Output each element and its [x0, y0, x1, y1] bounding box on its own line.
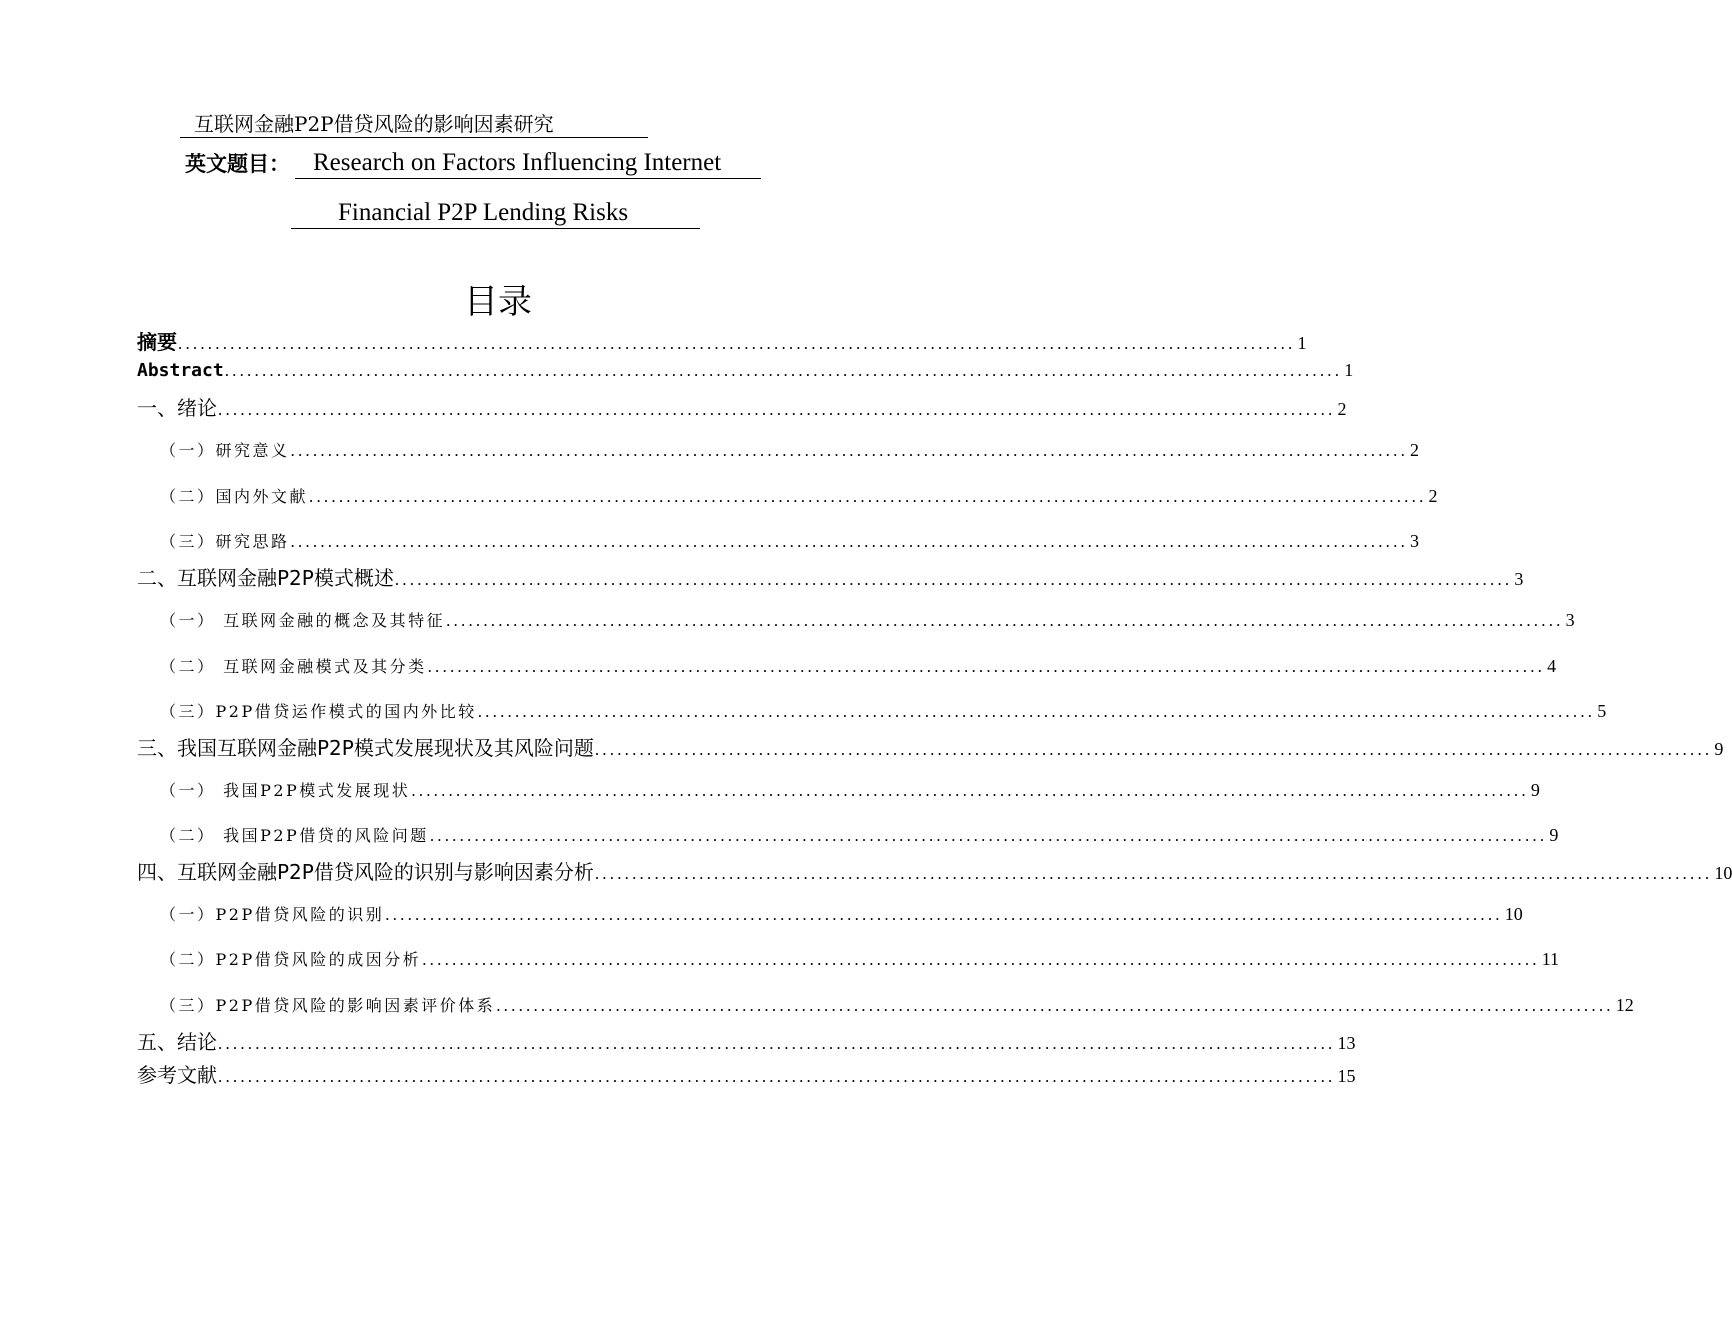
toc-entry-label: （二）P2P借贷风险的成因分析 [160, 950, 422, 969]
toc-entry-label: 四、互联网金融P2P借贷风险的识别与影响因素分析 [137, 860, 594, 884]
toc-entry-label: （二）国内外文献 [160, 487, 309, 506]
toc-entry-page: 1 [1344, 360, 1354, 380]
chinese-title: 互联网金融P2P借贷风险的影响因素研究 [180, 111, 648, 138]
toc-entry-page: 2 [1337, 399, 1347, 419]
toc-entry-label: 参考文献 [137, 1063, 217, 1087]
toc-entry-page: 1 [1297, 333, 1307, 353]
toc-entry-page: 10 [1504, 904, 1523, 924]
toc-entry-label: （三）P2P借贷风险的影响因素评价体系 [160, 996, 496, 1015]
dot-leader: ...................................................................................................................................................... [427, 657, 1546, 676]
dot-leader: ...................................................................................................................................................... [594, 864, 1713, 883]
english-title-label: 英文题目： [185, 151, 290, 176]
toc-entry-label: 摘要 [137, 330, 177, 354]
toc-entry-label: （三）P2P借贷运作模式的国内外比较 [160, 702, 477, 721]
toc-entry-page: 3 [1410, 531, 1420, 551]
english-title-line-2: Financial P2P Lending Risks [291, 198, 700, 229]
toc-entry-section-4-1[interactable] [160, 902, 1523, 925]
toc-entry-section-2-1[interactable] [160, 608, 1575, 631]
dot-leader: ...................................................................................................................................................... [411, 781, 1529, 800]
dot-leader: ...................................................................................................................................................... [394, 570, 1513, 589]
toc-entry-label: 二、互联网金融P2P模式概述 [137, 566, 394, 590]
toc-entry-label: （二） 我国P2P借贷的风险问题 [160, 826, 429, 845]
toc-entry-page: 10 [1714, 863, 1732, 883]
dot-leader: ...................................................................................................................................................... [446, 611, 1564, 630]
dot-leader: ...................................................................................................................................................... [218, 1034, 1336, 1053]
toc-entry-section-2-3[interactable] [160, 699, 1607, 722]
dot-leader: ...................................................................................................................................................... [290, 441, 1409, 460]
toc-entry-chapter-5[interactable] [137, 1026, 1356, 1055]
toc-entry-page: 5 [1597, 701, 1607, 721]
dot-leader: ...................................................................................................................................................... [429, 826, 1548, 845]
toc-entry-section-4-3[interactable] [160, 993, 1634, 1016]
dot-leader: ...................................................................................................................................................... [178, 334, 1296, 353]
toc-entry-chapter-1[interactable] [137, 392, 1347, 421]
toc-entry-label: 一、绪论 [137, 396, 217, 420]
dot-leader: ...................................................................................................................................................... [218, 400, 1336, 419]
toc-entry-page: 3 [1514, 569, 1524, 589]
toc-entry-chapter-2[interactable] [137, 562, 1524, 591]
toc-entry-abstract-cn[interactable] [137, 326, 1307, 355]
toc-heading: 目录 [464, 282, 532, 322]
toc-entry-page: 13 [1337, 1033, 1356, 1053]
toc-entry-label: （一）P2P借贷风险的识别 [160, 905, 385, 924]
toc-entry-label: （二） 互联网金融模式及其分类 [160, 657, 427, 676]
toc-entry-section-2-2[interactable] [160, 654, 1557, 677]
toc-entry-section-1-1[interactable] [160, 438, 1420, 461]
toc-entry-page: 9 [1714, 739, 1724, 759]
dot-leader: ...................................................................................................................................................... [218, 1067, 1336, 1086]
toc-entry-page: 12 [1615, 995, 1634, 1015]
toc-entry-page: 11 [1541, 949, 1560, 969]
toc-entry-chapter-4[interactable] [137, 856, 1732, 885]
dot-leader: ...................................................................................................................................................... [477, 702, 1596, 721]
toc-entry-page: 3 [1565, 610, 1575, 630]
toc-entry-page: 15 [1337, 1066, 1356, 1086]
toc-entry-label: （一） 互联网金融的概念及其特征 [160, 611, 446, 630]
toc-entry-page: 2 [1428, 486, 1438, 506]
toc-entry-section-1-3[interactable] [160, 529, 1420, 552]
toc-entry-label: Abstract [137, 360, 224, 381]
toc-entry-chapter-3[interactable] [137, 732, 1724, 761]
toc-entry-references[interactable] [137, 1059, 1356, 1088]
toc-entry-label: 五、结论 [137, 1030, 217, 1054]
toc-entry-abstract-en[interactable] [137, 360, 1354, 381]
toc-entry-page: 2 [1410, 440, 1420, 460]
toc-entry-page: 9 [1530, 780, 1540, 800]
toc-entry-label: 三、我国互联网金融P2P模式发展现状及其风险问题 [137, 736, 594, 760]
toc-entry-section-4-2[interactable] [160, 947, 1560, 970]
toc-entry-section-3-1[interactable] [160, 778, 1540, 801]
dot-leader: ...................................................................................................................................................... [224, 361, 1343, 380]
toc-entry-label: （三）研究思路 [160, 532, 290, 551]
toc-entry-section-3-2[interactable] [160, 823, 1559, 846]
dot-leader: ...................................................................................................................................................... [496, 996, 1614, 1015]
english-title-line-1: Research on Factors Influencing Internet [295, 148, 761, 179]
dot-leader: ...................................................................................................................................................... [309, 487, 1427, 506]
dot-leader: ...................................................................................................................................................... [422, 950, 1540, 969]
dot-leader: ...................................................................................................................................................... [290, 532, 1409, 551]
toc-entry-label: （一）研究意义 [160, 441, 290, 460]
toc-entry-section-1-2[interactable] [160, 484, 1438, 507]
toc-entry-label: （一） 我国P2P模式发展现状 [160, 781, 411, 800]
toc-entry-page: 9 [1549, 825, 1559, 845]
dot-leader: ...................................................................................................................................................... [385, 905, 1503, 924]
dot-leader: ...................................................................................................................................................... [594, 740, 1713, 759]
toc-entry-page: 4 [1547, 656, 1557, 676]
